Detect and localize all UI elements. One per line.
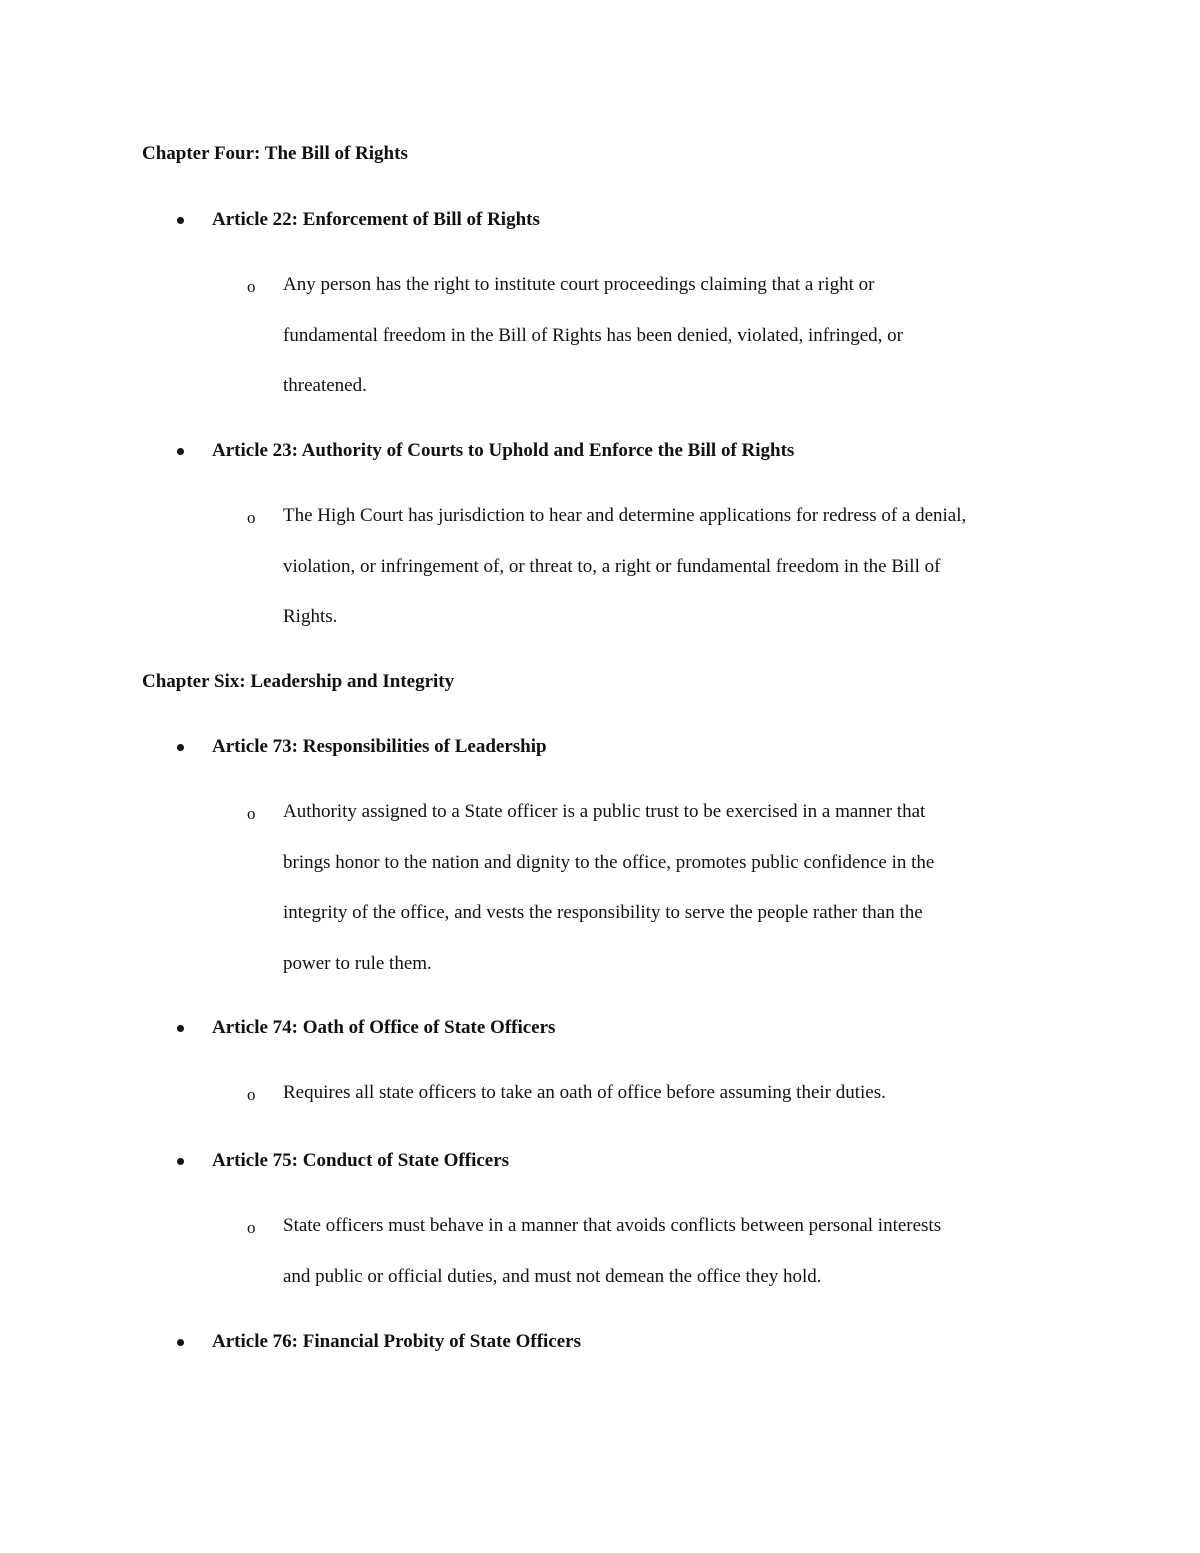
article-text-line: Authority assigned to a State officer is a public trust to be exercised in a manner that <box>283 801 926 822</box>
bullet-icon <box>177 448 184 455</box>
sub-bullet-icon: o <box>247 277 256 296</box>
sub-bullet-icon: o <box>247 1218 256 1237</box>
bullet-icon <box>177 1025 184 1032</box>
article-title: Article 76: Financial Probity of State Officers <box>212 1331 581 1352</box>
article-text-line: Any person has the right to institute court proceedings claiming that a right or <box>283 274 875 295</box>
article-title: Article 74: Oath of Office of State Officers <box>212 1017 556 1038</box>
chapter-heading: Chapter Six: Leadership and Integrity <box>142 671 455 692</box>
article-text-line: brings honor to the nation and dignity to the office, promotes public confidence in the <box>283 852 935 873</box>
bullet-icon <box>177 217 184 224</box>
article-title: Article 22: Enforcement of Bill of Rights <box>212 209 540 230</box>
article-text-line: The High Court has jurisdiction to hear and determine applications for redress of a denial, <box>283 505 967 526</box>
bullet-icon <box>177 1339 184 1346</box>
article-title: Article 73: Responsibilities of Leadership <box>212 736 547 757</box>
article-text-line: integrity of the office, and vests the responsibility to serve the people rather than the <box>283 902 923 923</box>
sub-bullet-icon: o <box>247 508 256 527</box>
article-text-line: and public or official duties, and must not demean the office they hold. <box>283 1266 822 1287</box>
bullet-icon <box>177 1158 184 1165</box>
sub-bullet-icon: o <box>247 1085 256 1104</box>
article-text-line: State officers must behave in a manner that avoids conflicts between personal interests <box>283 1215 942 1236</box>
sub-bullet-icon: o <box>247 804 256 823</box>
chapter-heading: Chapter Four: The Bill of Rights <box>142 143 408 164</box>
article-text-line: fundamental freedom in the Bill of Rights has been denied, violated, infringed, or <box>283 325 903 346</box>
bullet-icon <box>177 744 184 751</box>
article-title: Article 75: Conduct of State Officers <box>212 1150 510 1171</box>
article-text-line: violation, or infringement of, or threat to, a right or fundamental freedom in the Bill of <box>283 556 941 577</box>
article-title: Article 23: Authority of Courts to Uphold and Enforce the Bill of Rights <box>212 440 795 461</box>
article-text-line: threatened. <box>283 375 367 396</box>
article-text-line: Requires all state officers to take an oath of office before assuming their duties. <box>283 1082 886 1103</box>
article-text-line: Rights. <box>283 606 338 627</box>
article-text-line: power to rule them. <box>283 953 432 974</box>
